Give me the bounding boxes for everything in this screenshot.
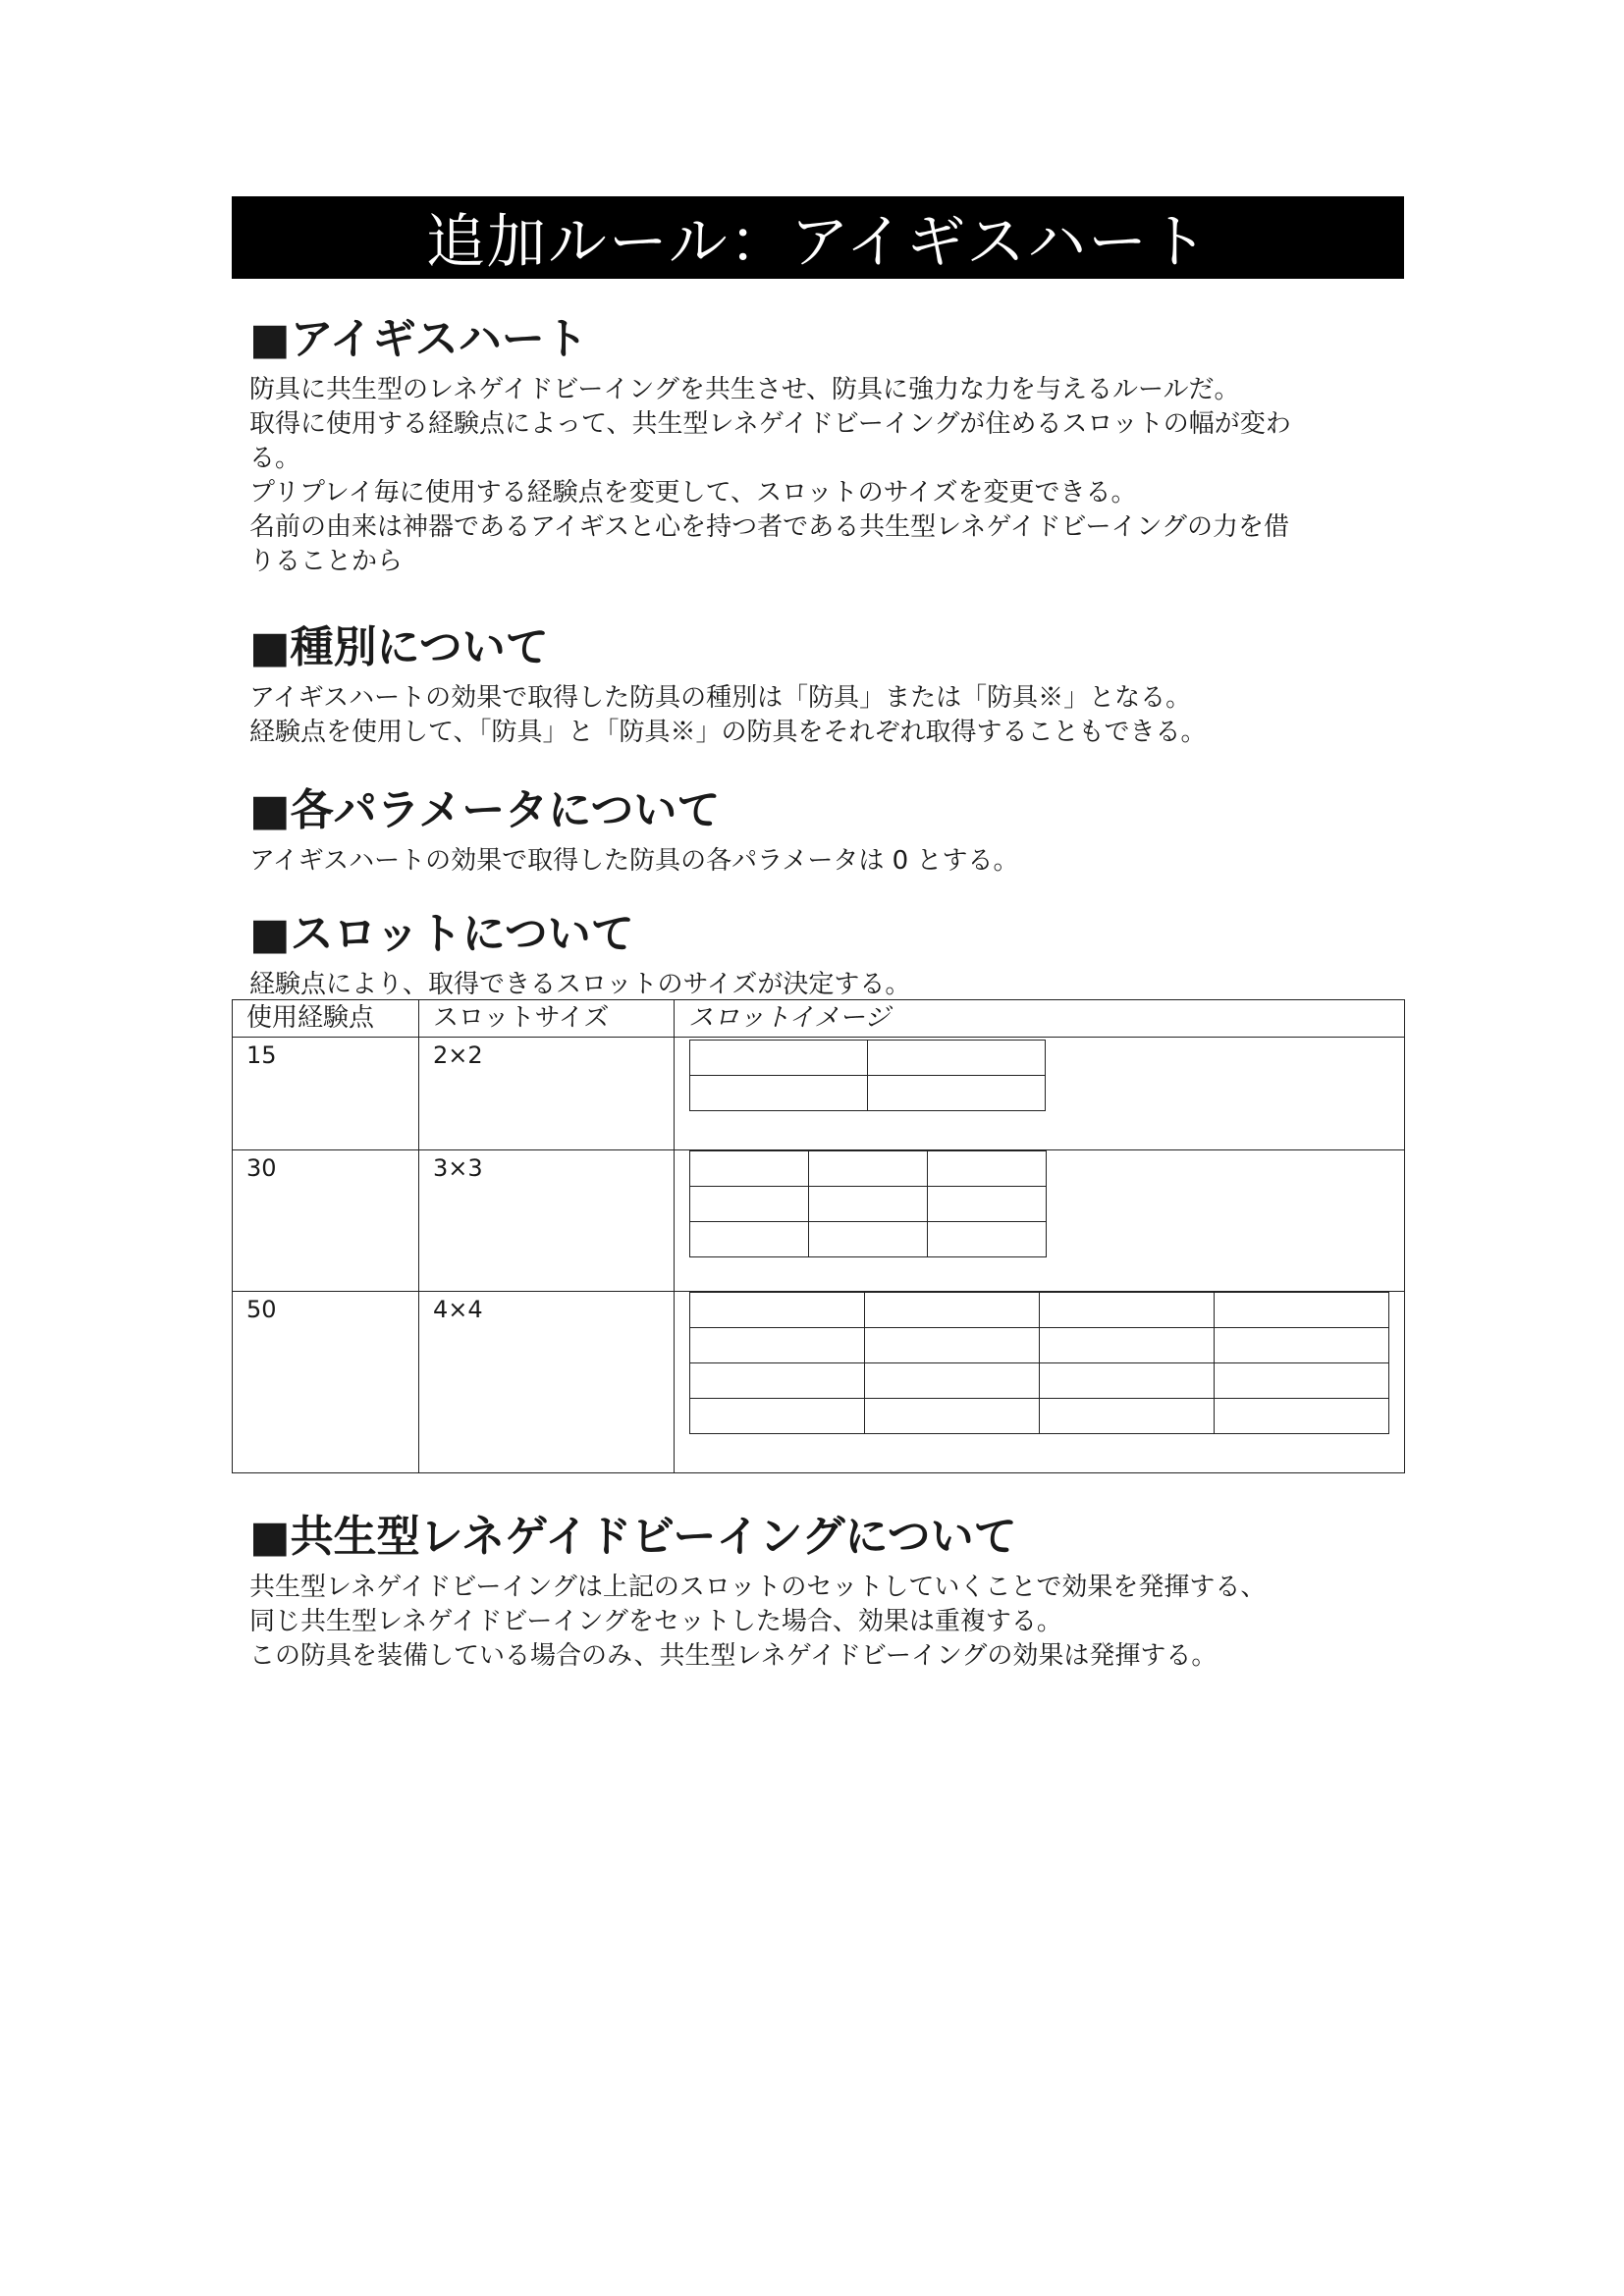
table-header-xp: 使用経験点	[233, 1000, 419, 1038]
table-row	[233, 1150, 1405, 1292]
paragraph-line: 名前の由来は神器であるアイギスと心を持つ者である共生型レネゲイドビーイングの力を借	[249, 512, 1289, 542]
section-slots	[249, 907, 1404, 1002]
section-heading: ■共生型レネゲイドビーイングについて	[249, 1512, 1017, 1562]
param-value: 0	[892, 846, 909, 876]
paragraph-line: 共生型レネゲイドビーイングは上記のスロットのセットしていくことで効果を発揮する、	[249, 1573, 1267, 1602]
section-aegis-heart	[249, 312, 1404, 579]
paragraph-line: アイギスハートの効果で取得した防具の種別は「防具」または「防具※」となる。	[249, 683, 1192, 713]
paragraph-line: 経験点を使用して、「防具」と「防具※」の防具をそれぞれ取得することもできる。	[249, 718, 1207, 747]
slot-image-cell	[675, 1292, 1405, 1473]
param-text-before: アイギスハートの効果で取得した防具の各パラメータは	[249, 846, 885, 876]
table-header-size: スロットサイズ	[419, 1000, 675, 1038]
paragraph-line: 経験点により、取得できるスロットのサイズが決定する。	[249, 970, 911, 999]
size-cell: 4×4	[419, 1292, 675, 1473]
section-parameters	[249, 783, 1404, 879]
slot-table	[232, 999, 1405, 1473]
section-symbiotic-renegade-being	[249, 1510, 1404, 1674]
param-text-after: とする。	[916, 846, 1019, 876]
xp-cell: 15	[233, 1038, 419, 1150]
slot-grid-2x2	[689, 1040, 1046, 1111]
size-cell: 3×3	[419, 1150, 675, 1292]
slot-image-cell	[675, 1038, 1405, 1150]
table-header-row	[233, 1000, 1405, 1038]
table-header-image: スロットイメージ	[675, 1000, 1405, 1038]
page-title: 追加ルール：アイギスハート	[232, 196, 1404, 279]
section-type	[249, 620, 1404, 750]
paragraph-line	[249, 844, 1404, 879]
size-cell: 2×2	[419, 1038, 675, 1150]
section-heading: ■各パラメータについて	[249, 785, 721, 835]
table-row	[233, 1038, 1405, 1150]
paragraph-line: 同じ共生型レネゲイドビーイングをセットした場合、効果は重複する。	[249, 1607, 1062, 1636]
paragraph-line: 防具に共生型のレネゲイドビーイングを共生させ、防具に強力な力を与えるルールだ。	[249, 375, 1240, 404]
paragraph-line: プリプレイ毎に使用する経験点を変更して、スロットのサイズを変更できる。	[249, 478, 1137, 507]
table-row	[233, 1292, 1405, 1473]
section-heading: ■スロットについて	[249, 909, 634, 959]
xp-cell: 30	[233, 1150, 419, 1292]
slot-image-cell	[675, 1150, 1405, 1292]
paragraph-line: この防具を装備している場合のみ、共生型レネゲイドビーイングの効果は発揮する。	[249, 1641, 1218, 1671]
paragraph-line: る。	[249, 444, 301, 473]
slot-grid-4x4	[689, 1292, 1389, 1434]
section-heading: ■種別について	[249, 622, 549, 672]
slot-grid-3x3	[689, 1150, 1047, 1257]
section-heading: ■アイギスハート	[249, 314, 588, 364]
xp-cell: 50	[233, 1292, 419, 1473]
paragraph-line: りることから	[249, 547, 404, 576]
paragraph-line: 取得に使用する経験点によって、共生型レネゲイドビーイングが住めるスロットの幅が変わ	[249, 409, 1291, 439]
